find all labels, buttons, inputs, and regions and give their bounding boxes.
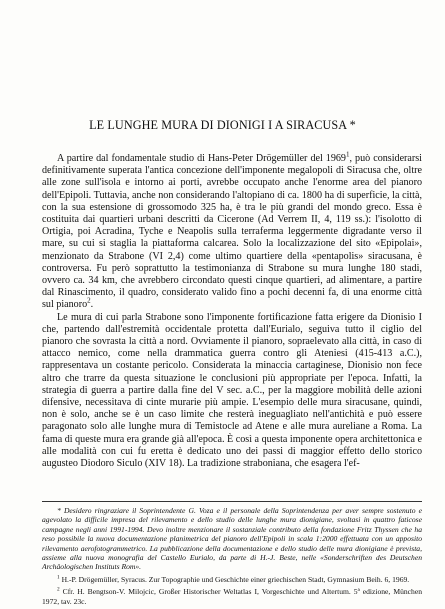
footnote-1 (42, 575, 422, 584)
paragraph-1 (42, 150, 422, 312)
footnote-2-text: Cfr. H. Bengtson-V. Milojcic, Großer Historischer Weltatlas I, Vorgeschichte und Altertum. 5ª edizione, München 1972, tav. 23c. (42, 587, 423, 606)
paragraph-2: Le mura di cui parla Strabone sono l'imponente fortificazione fatta erigere da Dionisio I che, partendo dall'estremità occidentale protetta dall'Eurialo, seguiva tutto il ciglio del pianoro che sovrasta la città a nord. Ovviamente il pianoro, sopraelevato alla città, in caso di attacco nemico, come nella drammatica guerra contro gli Ateniesi (415-413 a.C.), rappresentava un costante pericolo. Considerata la minaccia cartaginese, Dionisio non fece altro che trarre da questa situazione le conclusioni più appropriate per l'epoca. Infatti, la strategia di guerra a partire dalla fine del V sec. a.C., per la maggiore mobilità delle azioni difensive, necessitava di cinte murarie più ampie. L'esempio delle mura siracusane, quindi, non è solo, anche se è un caso limite che resterà ineguagliato nell'antichità e può essere paragonato solo alle lunghe mura di Temistocle ad Atene e alle mura aureliane a Roma. La fama di queste mura era grande già all'epoca. È così a questa imponente opera architettonica e alle modalità con cui fu eretta è dedicato uno dei passi di maggior effetto dello storico augusteo Diodoro Siculo (XIV 18). La tradizione straboniana, che esagera l'ef- (42, 311, 422, 470)
footnote-2 (42, 587, 422, 606)
article-title: LE LUNGHE MURA DI DIONIGI I A SIRACUSA * (89, 118, 356, 132)
footnote-star-text: Desidero ringraziare il Soprintendente G. Voza e il personale della Soprintendenza per aver sempre sostenuto e agevolato la difficile impresa del rilevamento e dello studio delle lunghe mura dionigiane, svoltasi in quattro faticose campagne negli anni 1991-1994. Devo inoltre menzionare il sostanziale contributo della fondazione Fritz Thyssen che ha reso possibile la nuova documentazione planimetrica del pianoro dell'Epipoli in scala 1:2000 effettuata con un apposito rilevamento aerofotogrammetrico. La pubblicazione della documentazione e dello studio delle mura dionigiane è prevista, assieme alla nuova monografia del Castello Eurialo, da parte di H.-J. Beste, nelle «Sonderschriften des Deutschen Archäologischen Instituts Rom». (42, 506, 422, 572)
footnote-star-mark: * (57, 506, 61, 515)
paragraph-1-tail: . (90, 299, 94, 311)
footnote-1-text: H.-P. Drögemüller, Syracus. Zur Topographie und Geschichte einer griechischen Stadt, Gymnasium Beih. 6, 1969. (61, 574, 410, 584)
footnote-2-mark: 2 (57, 586, 60, 593)
paragraph-1-text: A partire dal fondamentale studio di Hans-Peter Drögemüller del 1969 (57, 153, 346, 164)
footnote-separator (42, 501, 422, 502)
footnote-ref-1: 1 (345, 150, 350, 159)
footnote-1-mark: 1 (57, 574, 60, 581)
footnote-ref-2: 2 (87, 297, 91, 306)
footnotes (42, 506, 422, 609)
paragraph-1-rest: , può considerarsi definitivamente superata l'antica concezione dell'imponente megalopoli di Siracusa che, oltre alle zone sull'isola e intorno ai porti, avrebbe occupato anche l'enorme area del pianoro dell'Epipoli. Tuttavia, anche non considerando l'altopiano di ca. 1800 ha di superficie, la città, con la sua estensione di grossomodo 325 ha, è tra le più grandi del mondo greco. Essa è costituita dai quartieri urbani descritti da Cicerone (Ad Verrem II, 4, 119 ss.): l'isolotto di Ortigia, poi Acradina, Tyche e Neapolis sulla terraferma leggermente digradante verso il mare, su cui si staglia la piattaforma calcarea. Solo la localizzazione del sito «Epipolai», menzionato da Strabone (VI 2,4) come ultimo quartiere della «pentapolis» siracusana, è controversa. Fu però soprattutto la testimonianza di Strabone su mura lunghe 180 stadi, ovvero ca. 34 km, che avrebbero circondato questi cinque quartieri, ad alimentare, a partire dal Rinascimento, il quadro, considerato valido fino a pochi decenni fa, di una enorme città sul pianoro (42, 153, 422, 311)
footnote-star (42, 506, 422, 572)
body-text (42, 150, 422, 470)
